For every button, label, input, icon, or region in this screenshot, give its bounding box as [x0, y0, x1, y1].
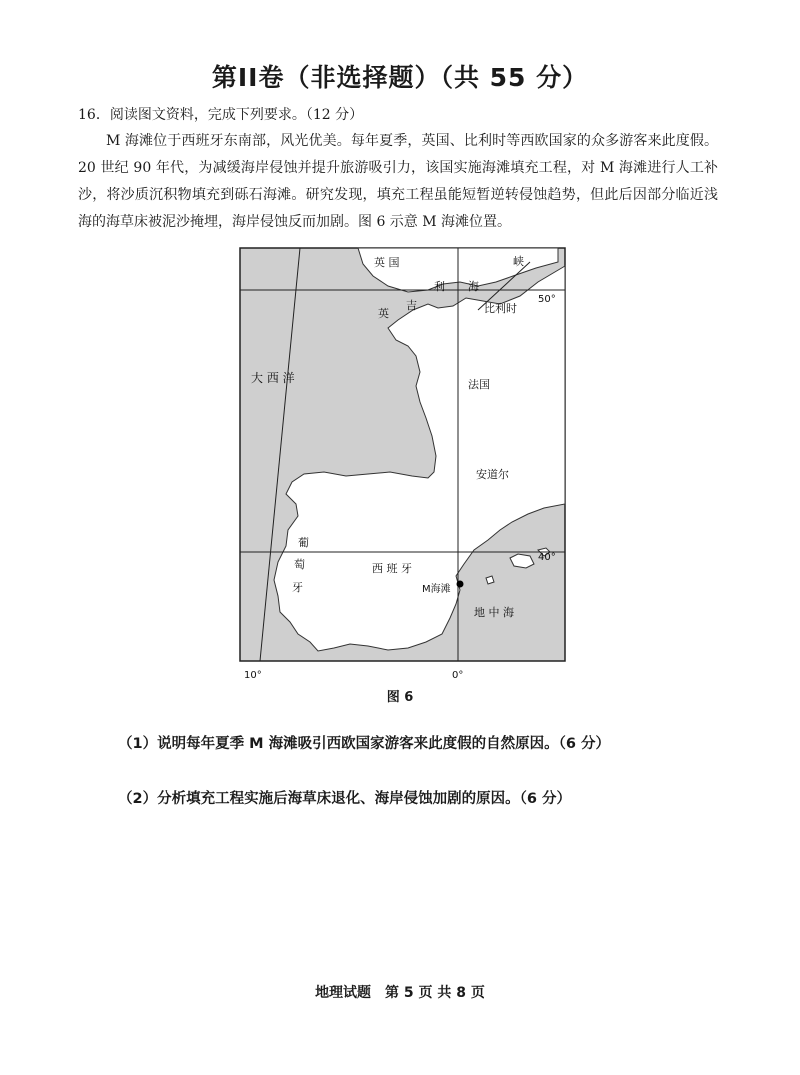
island-ibiza: [486, 576, 494, 584]
label-lat-40: 40°: [538, 552, 556, 563]
island-mallorca: [510, 554, 534, 568]
label-lon-0: 0°: [452, 670, 464, 681]
label-ying: 英: [378, 307, 389, 320]
sub-question-1: （1）说明每年夏季 M 海滩吸引西欧国家游客来此度假的自然原因。（6 分）: [118, 736, 610, 752]
label-lon-10: 10°: [244, 670, 262, 681]
label-lat-50: 50°: [538, 294, 556, 305]
label-andorra: 安道尔: [476, 468, 509, 481]
question-header: 16．阅读图文资料，完成下列要求。（12 分）: [78, 107, 364, 123]
figure-caption: 图 6: [386, 690, 414, 705]
question-passage: M 海滩位于西班牙东南部，风光优美。每年夏季，英国、比利时等西欧国家的众多游客来此度假。20 世纪 90 年代，为减缓海岸侵蚀并提升旅游吸引力，该国实施海滩填充工程，对 M 海滩进行人工补沙，将沙质沉积物填充到砾石海滩。研究发现，填充工程虽能短暂逆转侵蚀趋势，但此后因部分临近浅海的海草床被泥沙掩埋，海岸侵蚀反而加剧。图 6 示意 M 海滩位置。: [78, 133, 718, 230]
label-atlantic: 大 西 洋: [251, 371, 295, 385]
sub-question-2: （2）分析填充工程实施后海草床退化、海岸侵蚀加剧的原因。（6 分）: [118, 791, 571, 807]
label-portugal-3: 牙: [292, 581, 303, 594]
figure-6-map: [238, 246, 568, 686]
label-belgium: 比利时: [484, 302, 517, 315]
page-footer: 地理试题 第 5 页 共 8 页: [315, 985, 485, 1001]
label-france: 法国: [468, 378, 490, 391]
label-ji: 吉: [406, 299, 417, 312]
label-spain: 西 班 牙: [372, 562, 412, 575]
label-portugal-2: 萄: [294, 558, 305, 571]
label-strait-1: 峡: [513, 255, 524, 268]
label-mediterranean: 地 中 海: [474, 606, 514, 619]
m-beach-marker: [457, 581, 464, 588]
label-strait-3: 海: [468, 280, 479, 293]
label-portugal-1: 葡: [298, 536, 309, 549]
section-title: 第II卷（非选择题）（共 55 分）: [211, 63, 589, 92]
label-strait-2: 利: [434, 280, 445, 293]
map-svg: [238, 246, 568, 686]
label-m-beach: M海滩: [422, 584, 451, 595]
label-uk-top: 英 国: [374, 256, 400, 269]
